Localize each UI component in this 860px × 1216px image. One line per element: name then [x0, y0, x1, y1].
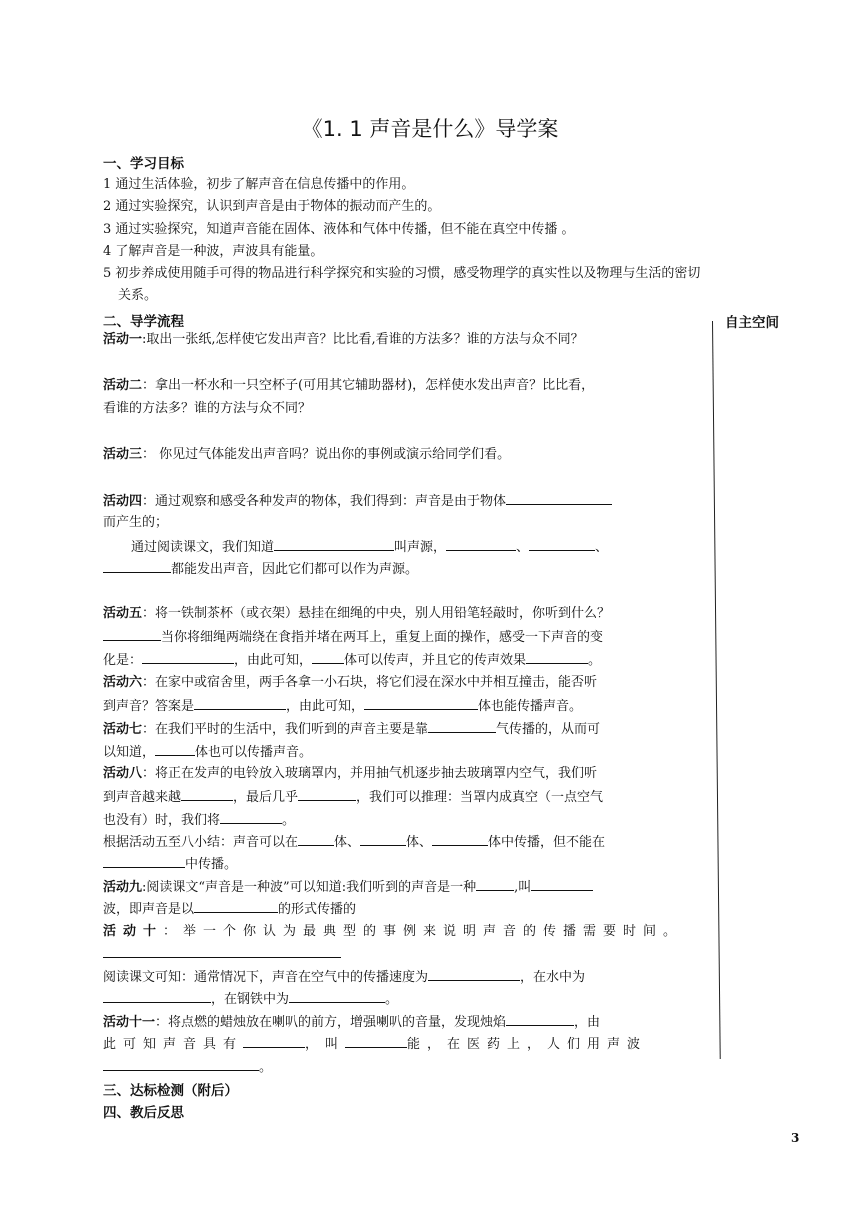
answer-blank[interactable] — [428, 966, 520, 981]
activity-6 — [103, 672, 597, 694]
activity-text: ：通过观察和感受各种发声的物体，我们得到：声音是由于物体 — [142, 494, 507, 509]
answer-blank[interactable] — [526, 649, 588, 664]
activity-text: 体也可以传播声音。 — [195, 745, 313, 760]
activity-text: ：将一铁制茶杯（或衣架）悬挂在细绳的中央，别人用铅笔轻敲时，你听到什么？ — [142, 606, 611, 621]
separator: 、 — [516, 540, 530, 555]
activity-text: 化是： — [103, 653, 143, 668]
answer-blank[interactable] — [194, 695, 286, 710]
activity-8-line3 — [103, 809, 295, 832]
activity-text: ，由此可知， — [286, 699, 365, 714]
side-space-label: 自主空间 — [725, 315, 779, 331]
activity-text: 体也能传播声音。 — [478, 699, 583, 714]
activity-label: 活动七 — [103, 722, 143, 737]
activity-11-line3 — [103, 1056, 272, 1079]
answer-blank[interactable] — [274, 536, 394, 551]
summary-line1 — [103, 831, 605, 854]
activity-label: 活动十一 — [103, 1015, 156, 1030]
section-heading-flow: 二、导学流程 — [103, 314, 184, 330]
answer-blank[interactable] — [103, 558, 171, 573]
activity-text: 而产生的； — [103, 515, 169, 530]
activity-text: :取出一张纸,怎样使它发出声音？比比看,看谁的方法多？谁的方法与众不同？ — [142, 332, 584, 347]
activity-text: ：将正在发声的电铃放入玻璃罩内，并用抽气机逐步抽去玻璃罩内空气，我们听 — [142, 766, 598, 781]
activity-text: ,叫 — [514, 880, 532, 895]
answer-blank[interactable] — [103, 1056, 259, 1071]
answer-blank[interactable] — [506, 490, 612, 505]
activity-label: 活动三 — [103, 447, 143, 462]
activity-text: ，由此可知， — [234, 653, 313, 668]
activity-text: ，叫 — [305, 1037, 346, 1052]
activity-11-line2 — [103, 1033, 647, 1056]
activity-8-line2 — [103, 786, 603, 809]
activity-text: 气传播的，从而可 — [496, 722, 601, 737]
speed-text: 阅读课文可知：通常情况下，声音在空气中的传播速度为 — [103, 970, 429, 985]
activity-label: 活动九 — [103, 880, 143, 895]
speed-line1 — [103, 966, 585, 989]
activity-3 — [103, 444, 510, 466]
section-heading-check: 三、达标检测（附后） — [103, 1083, 238, 1099]
activity-text: ：在家中或宿舍里，两手各拿一小石块，将它们浸在深水中并相互撞击，能否听 — [142, 675, 598, 690]
activity-1 — [103, 329, 584, 351]
answer-blank[interactable] — [529, 536, 595, 551]
answer-blank[interactable] — [103, 988, 211, 1003]
activity-label: 活动二 — [103, 378, 143, 393]
activity-text: 波，即声音是以 — [103, 902, 195, 917]
answer-blank[interactable] — [364, 695, 478, 710]
activity-7-line2 — [103, 741, 312, 764]
activity-text: ： 你见过气体能发出声音吗？说出你的事例或演示给同学们看。 — [142, 447, 511, 462]
answer-blank[interactable] — [103, 626, 161, 641]
activity-label: 活动八 — [103, 766, 143, 781]
activity-text: :阅读课文“声音是一种波”可以知道:我们听到的声音是一种 — [142, 880, 477, 895]
answer-blank[interactable] — [476, 876, 514, 891]
answer-blank[interactable] — [243, 1033, 305, 1048]
activity-text: ：拿出一杯水和一只空杯子(可用其它辅助器材)，怎样使水发出声音？比比看， — [142, 378, 595, 393]
activity-label: 活动十 — [103, 924, 164, 939]
activity-5-line3 — [103, 649, 601, 672]
answer-blank[interactable] — [103, 853, 185, 868]
answer-blank[interactable] — [531, 876, 593, 891]
goal-item: 1 通过生活体验，初步了解声音在信息传播中的作用。 — [103, 177, 415, 192]
separator: 、 — [595, 540, 609, 555]
answer-blank[interactable] — [298, 786, 356, 801]
activity-text: 看谁的方法多？谁的方法与众不同？ — [103, 401, 312, 416]
activity-text: 也没有）时，我们将 — [103, 813, 221, 828]
activity-4-source — [131, 536, 608, 559]
activity-text: 当你将细绳两端绕在食指并堵在两耳上，重复上面的操作，感受一下声音的变 — [161, 630, 604, 645]
activity-8 — [103, 763, 597, 785]
goal-item: 4 了解声音是一种波，声波具有能量。 — [103, 244, 324, 259]
answer-blank[interactable] — [103, 943, 341, 958]
side-divider — [712, 321, 721, 1059]
answer-blank[interactable] — [181, 786, 233, 801]
speed-text: ，在水中为 — [520, 970, 586, 985]
activity-text: 以知道， — [103, 745, 156, 760]
activity-5-line2 — [103, 626, 603, 649]
answer-blank[interactable] — [446, 536, 516, 551]
answer-blank[interactable] — [194, 898, 278, 913]
activity-9 — [103, 876, 593, 899]
answer-blank[interactable] — [142, 649, 234, 664]
activity-6-line2 — [103, 695, 582, 718]
answer-blank[interactable] — [155, 741, 195, 756]
activity-text: ，我们可以推理：当罩内成真空（一点空气 — [356, 790, 604, 805]
activity-text: ，最后几乎 — [233, 790, 299, 805]
answer-blank[interactable] — [312, 649, 344, 664]
answer-blank[interactable] — [345, 1033, 407, 1048]
answer-blank[interactable] — [428, 718, 496, 733]
activity-10 — [103, 921, 683, 943]
activity-4-line4 — [103, 558, 418, 581]
activity-text: 能，在医药上，人们用声波 — [407, 1037, 648, 1052]
answer-blank[interactable] — [289, 988, 385, 1003]
goal-item: 5 初步养成使用随手可得的物品进行科学探究和实验的习惯，感受物理学的真实性以及物理与生活的密切 — [103, 266, 701, 281]
answer-blank[interactable] — [298, 831, 334, 846]
activity-text: 通过阅读课文，我们知道 — [131, 540, 275, 555]
activity-text: 。 — [282, 813, 296, 828]
activity-label: 活动四 — [103, 494, 143, 509]
activity-text: 体可以传声，并且它的传声效果 — [344, 653, 527, 668]
activity-5 — [103, 603, 610, 625]
activity-text: ：在我们平时的生活中，我们听到的声音主要是靠 — [142, 722, 429, 737]
activity-text: ，由 — [574, 1015, 601, 1030]
activity-text: ：举一个你认为最典型的事例来说明声音的传播需要时间。 — [163, 924, 684, 939]
activity-text: 。 — [588, 653, 602, 668]
summary-text: 中传播。 — [185, 857, 238, 872]
speed-line2 — [103, 988, 398, 1011]
activity-text: 叫声源， — [394, 540, 447, 555]
activity-label: 活动一 — [103, 332, 143, 347]
summary-text: 体、 — [334, 835, 361, 850]
activity-7 — [103, 718, 600, 741]
page-number: 3 — [791, 1131, 800, 1145]
answer-blank[interactable] — [360, 831, 406, 846]
summary-text: 体中传播，但不能在 — [488, 835, 606, 850]
activity-text: ：将点燃的蜡烛放在喇叭的前方，增强喇叭的音量，发现烛焰 — [155, 1015, 507, 1030]
section-heading-goals: 一、学习目标 — [103, 156, 184, 172]
page-title: 《1. 1 声音是什么》导学案 — [301, 117, 559, 141]
answer-blank[interactable] — [220, 809, 282, 824]
goal-item: 3 通过实验探究，知道声音能在固体、液体和气体中传播，但不能在真空中传播 。 — [103, 222, 575, 237]
activity-10-answer — [103, 943, 341, 966]
activity-11 — [103, 1011, 600, 1034]
activity-label: 活动六 — [103, 675, 143, 690]
answer-blank[interactable] — [506, 1011, 574, 1026]
speed-text: ，在钢铁中为 — [211, 992, 290, 1007]
activity-text: 的形式传播的 — [278, 902, 357, 917]
goal-item: 2 通过实验探究，认识到声音是由于物体的振动而产生的。 — [103, 199, 441, 214]
summary-text: 体、 — [406, 835, 433, 850]
activity-label: 活动五 — [103, 606, 143, 621]
activity-text: 到声音越来越 — [103, 790, 182, 805]
activity-4 — [103, 490, 612, 513]
activity-text: 都能发出声音，因此它们都可以作为声源。 — [171, 562, 419, 577]
answer-blank[interactable] — [432, 831, 488, 846]
summary-text: 根据活动五至八小结：声音可以在 — [103, 835, 299, 850]
activity-text: 。 — [259, 1060, 273, 1075]
speed-text: 。 — [385, 992, 399, 1007]
section-heading-reflect: 四、教后反思 — [103, 1105, 184, 1121]
activity-text: 到声音？答案是 — [103, 699, 195, 714]
activity-9-line2 — [103, 898, 356, 921]
summary-line2 — [103, 853, 237, 876]
activity-text: 此可知声音具有 — [103, 1037, 244, 1052]
goal-item: 关系。 — [118, 288, 158, 303]
activity-2 — [103, 375, 594, 397]
